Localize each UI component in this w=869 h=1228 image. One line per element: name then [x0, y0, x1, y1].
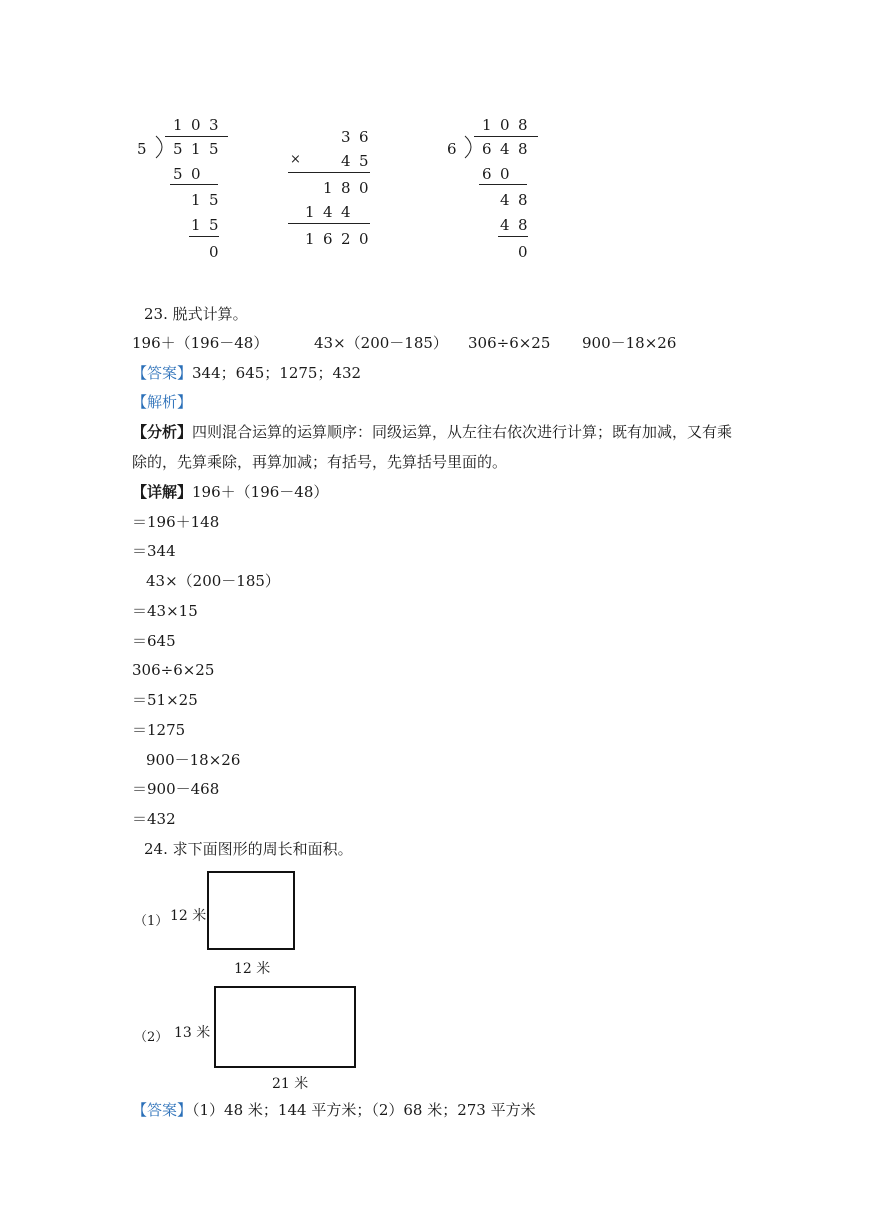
step-digit: 5 [173, 165, 183, 183]
division-brackets [0, 0, 869, 300]
solution-step: ＝51×25 [132, 691, 198, 709]
xiangjie-expression: 196＋（196－48） [192, 483, 329, 501]
step-digit: 0 [500, 165, 510, 183]
step-digit: 8 [518, 191, 528, 209]
result-digit: 0 [359, 230, 369, 248]
solution-step: ＝645 [132, 632, 176, 650]
fenxi-text: 四则混合运算的运算顺序：同级运算，从左往右依次进行计算；既有加减，又有乘 [192, 423, 733, 441]
factor-digit: 6 [359, 128, 369, 146]
solution-step: ＝1275 [132, 721, 186, 739]
partial-digit: 4 [341, 203, 351, 221]
solution-step: ＝196＋148 [132, 513, 220, 531]
factor-digit: 4 [341, 152, 351, 170]
step-digit: 1 [191, 191, 201, 209]
fenxi-tag: 【分析】 [132, 423, 193, 441]
xiangjie-line [132, 483, 328, 501]
dividend-digit: 4 [500, 140, 510, 158]
answer-text: 344；645；1275；432 [192, 364, 362, 382]
answer-tag: 【答案】 [132, 364, 193, 382]
factor-digit: 3 [341, 128, 351, 146]
expression: 306÷6×25 [468, 334, 551, 352]
remainder: 0 [209, 243, 219, 261]
dividend-digit: 8 [518, 140, 528, 158]
factor-digit: 5 [359, 152, 369, 170]
q24-answer [132, 1101, 536, 1119]
quotient-digit: 0 [191, 116, 201, 134]
step-digit: 0 [191, 165, 201, 183]
step-digit: 5 [209, 191, 219, 209]
question-24-title: 24. 求下面图形的周长和面积。 [144, 840, 353, 858]
partial-digit: 1 [323, 179, 333, 197]
step-digit: 6 [482, 165, 492, 183]
solution-step: 306÷6×25 [132, 661, 215, 679]
answer-tag: 【答案】 [132, 1101, 193, 1119]
square-shape [207, 871, 295, 950]
figure-label: （1） [134, 914, 169, 929]
step-digit: 8 [518, 216, 528, 234]
bottom-length-label: 12 米 [234, 961, 271, 977]
expression: 196＋（196－48） [132, 334, 269, 352]
step-digit: 4 [500, 216, 510, 234]
divisor: 6 [447, 140, 457, 158]
bottom-length-label: 21 米 [272, 1076, 309, 1092]
solution-step: ＝432 [132, 810, 176, 828]
result-digit: 2 [341, 230, 351, 248]
solution-step: 900－18×26 [146, 751, 241, 769]
solution-step: 43×（200－185） [146, 572, 280, 590]
dividend-digit: 1 [191, 140, 201, 158]
step-digit: 4 [500, 191, 510, 209]
dividend-digit: 5 [173, 140, 183, 158]
quotient-digit: 3 [209, 116, 219, 134]
partial-digit: 8 [341, 179, 351, 197]
result-digit: 1 [305, 230, 315, 248]
rectangle-shape [214, 986, 356, 1068]
quotient-digit: 1 [173, 116, 183, 134]
figure-label: （2） [134, 1030, 169, 1045]
quotient-digit: 1 [482, 116, 492, 134]
question-23-title: 23. 脱式计算。 [144, 305, 248, 323]
side-length-label: 12 米 [170, 908, 207, 924]
times-sign: × [290, 152, 301, 167]
step-digit: 5 [209, 216, 219, 234]
dividend-digit: 5 [209, 140, 219, 158]
result-digit: 6 [323, 230, 333, 248]
solution-step: ＝344 [132, 542, 176, 560]
solution-step: ＝900－468 [132, 780, 220, 798]
divisor: 5 [137, 140, 147, 158]
analysis-tag: 【解析】 [132, 393, 193, 411]
q23-answer [132, 364, 361, 382]
quotient-digit: 0 [500, 116, 510, 134]
xiangjie-tag: 【详解】 [132, 483, 193, 501]
partial-digit: 1 [305, 203, 315, 221]
step-digit: 1 [191, 216, 201, 234]
quotient-digit: 8 [518, 116, 528, 134]
fenxi-line-1 [132, 423, 732, 441]
expression: 900－18×26 [582, 334, 677, 352]
dividend-digit: 6 [482, 140, 492, 158]
partial-digit: 4 [323, 203, 333, 221]
solution-step: ＝43×15 [132, 602, 198, 620]
partial-digit: 0 [359, 179, 369, 197]
answer-text: （1）48 米；144 平方米；（2）68 米；273 平方米 [192, 1101, 536, 1119]
fenxi-line-2: 除的，先算乘除，再算加减；有括号，先算括号里面的。 [132, 453, 508, 471]
remainder: 0 [518, 243, 528, 261]
expression: 43×（200－185） [314, 334, 448, 352]
side-length-label: 13 米 [174, 1025, 211, 1041]
